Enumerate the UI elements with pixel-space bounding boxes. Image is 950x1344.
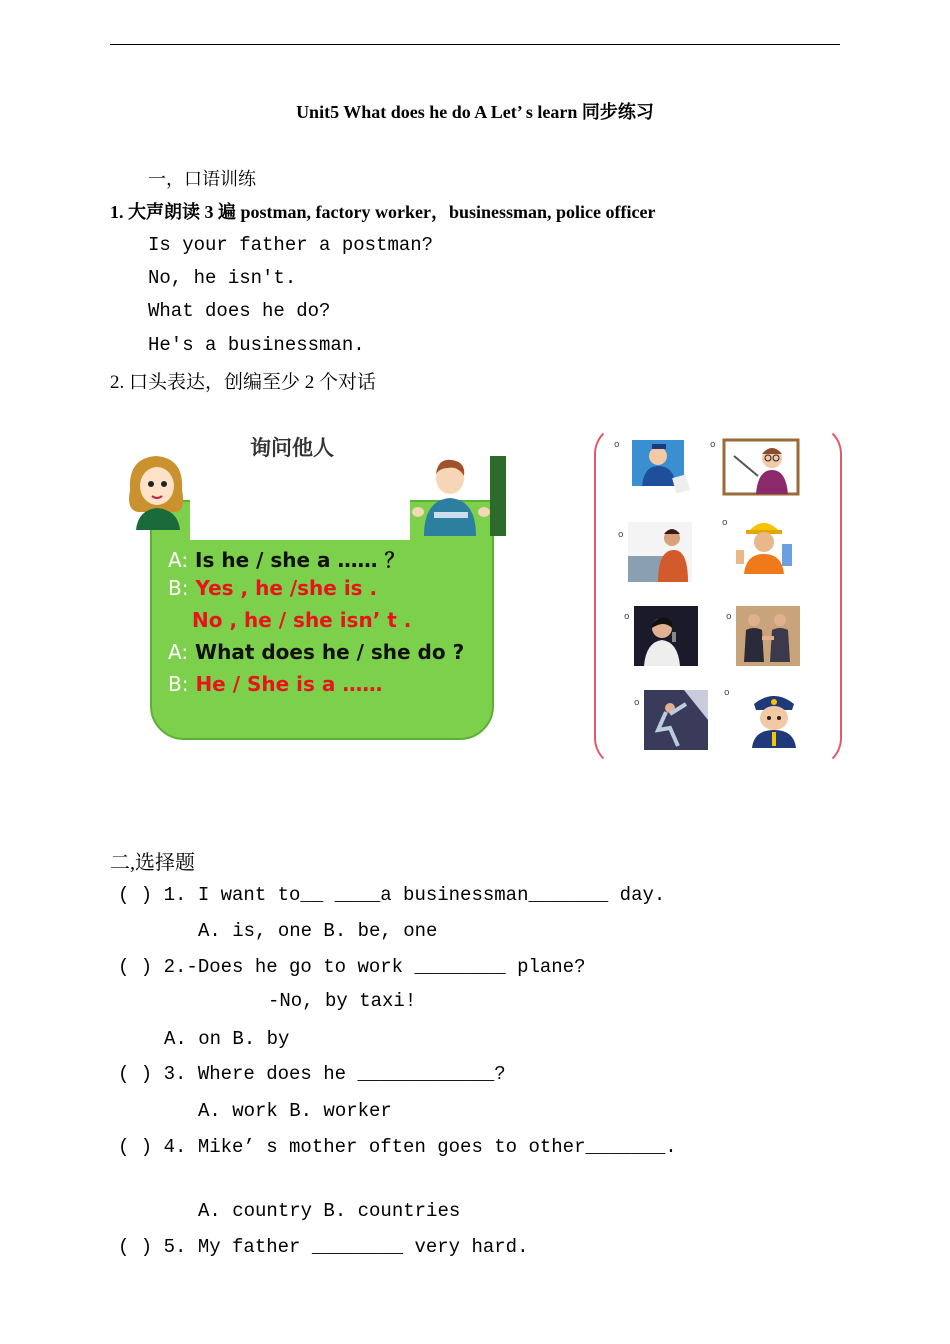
header-rule: [110, 44, 840, 45]
singer-icon: [634, 606, 698, 666]
illustration-line-1: A: Is he / she a …… ？: [168, 548, 405, 572]
task1-text: 1. 大声朗读 3 遍 postman, factory worker，businessman, police officer: [110, 202, 656, 222]
illustration-line-5: B: He / She is a ……: [168, 672, 383, 696]
illustration-title: 询问他人: [250, 436, 334, 460]
police-officer-icon: [742, 688, 806, 748]
dialog-line-1: Is your father a postman?: [148, 234, 434, 256]
illustration-line-2: B: Yes , he /she is .: [168, 576, 378, 600]
question-5: ( ) 5. My father ________ very hard.: [118, 1236, 529, 1258]
dialog-line-4: He's a businessman.: [148, 334, 365, 356]
question-4-options: A. country B. countries: [198, 1200, 461, 1222]
question-1: ( ) 1. I want to__ ____a businessman_______ day.: [118, 884, 666, 906]
postman-icon: [628, 436, 692, 496]
boy-icon: [410, 456, 506, 536]
dialog-line-3: What does he do?: [148, 300, 331, 322]
section1-heading: 一，口语训练: [148, 169, 256, 189]
task2-text: 2. 口头表达，创编至少 2 个对话: [110, 372, 377, 393]
section2-heading: 二,选择题: [110, 852, 195, 874]
question-2-reply: -No, by taxi!: [268, 990, 417, 1012]
question-3-options: A. work B. worker: [198, 1100, 392, 1122]
question-2: ( ) 2.-Does he go to work ________ plane?: [118, 956, 586, 978]
builder-icon: [732, 514, 796, 574]
jobs-picture-panel: o o o o o o o o: [594, 424, 842, 768]
question-3: ( ) 3. Where does he ____________?: [118, 1063, 506, 1085]
factory-worker-icon: [628, 522, 692, 582]
illustration-line-4: A: What does he / she do ?: [168, 640, 465, 664]
question-2-options: A. on B. by: [164, 1028, 290, 1050]
question-4: ( ) 4. Mike’ s mother often goes to other_______.: [118, 1136, 677, 1158]
dialog-line-2: No, he isn't.: [148, 267, 297, 289]
illustration-line-3: No , he / she isn’ t .: [192, 608, 412, 632]
girl-icon: [122, 450, 192, 530]
dancer-icon: [644, 690, 708, 750]
page-title: Unit5 What does he do A Let’ s learn 同步练习: [296, 102, 654, 122]
question-1-options: A. is, one B. be, one: [198, 920, 438, 942]
dialogue-illustration: [110, 420, 510, 750]
teacher-icon: [720, 436, 800, 496]
businessman-icon: [736, 606, 800, 666]
